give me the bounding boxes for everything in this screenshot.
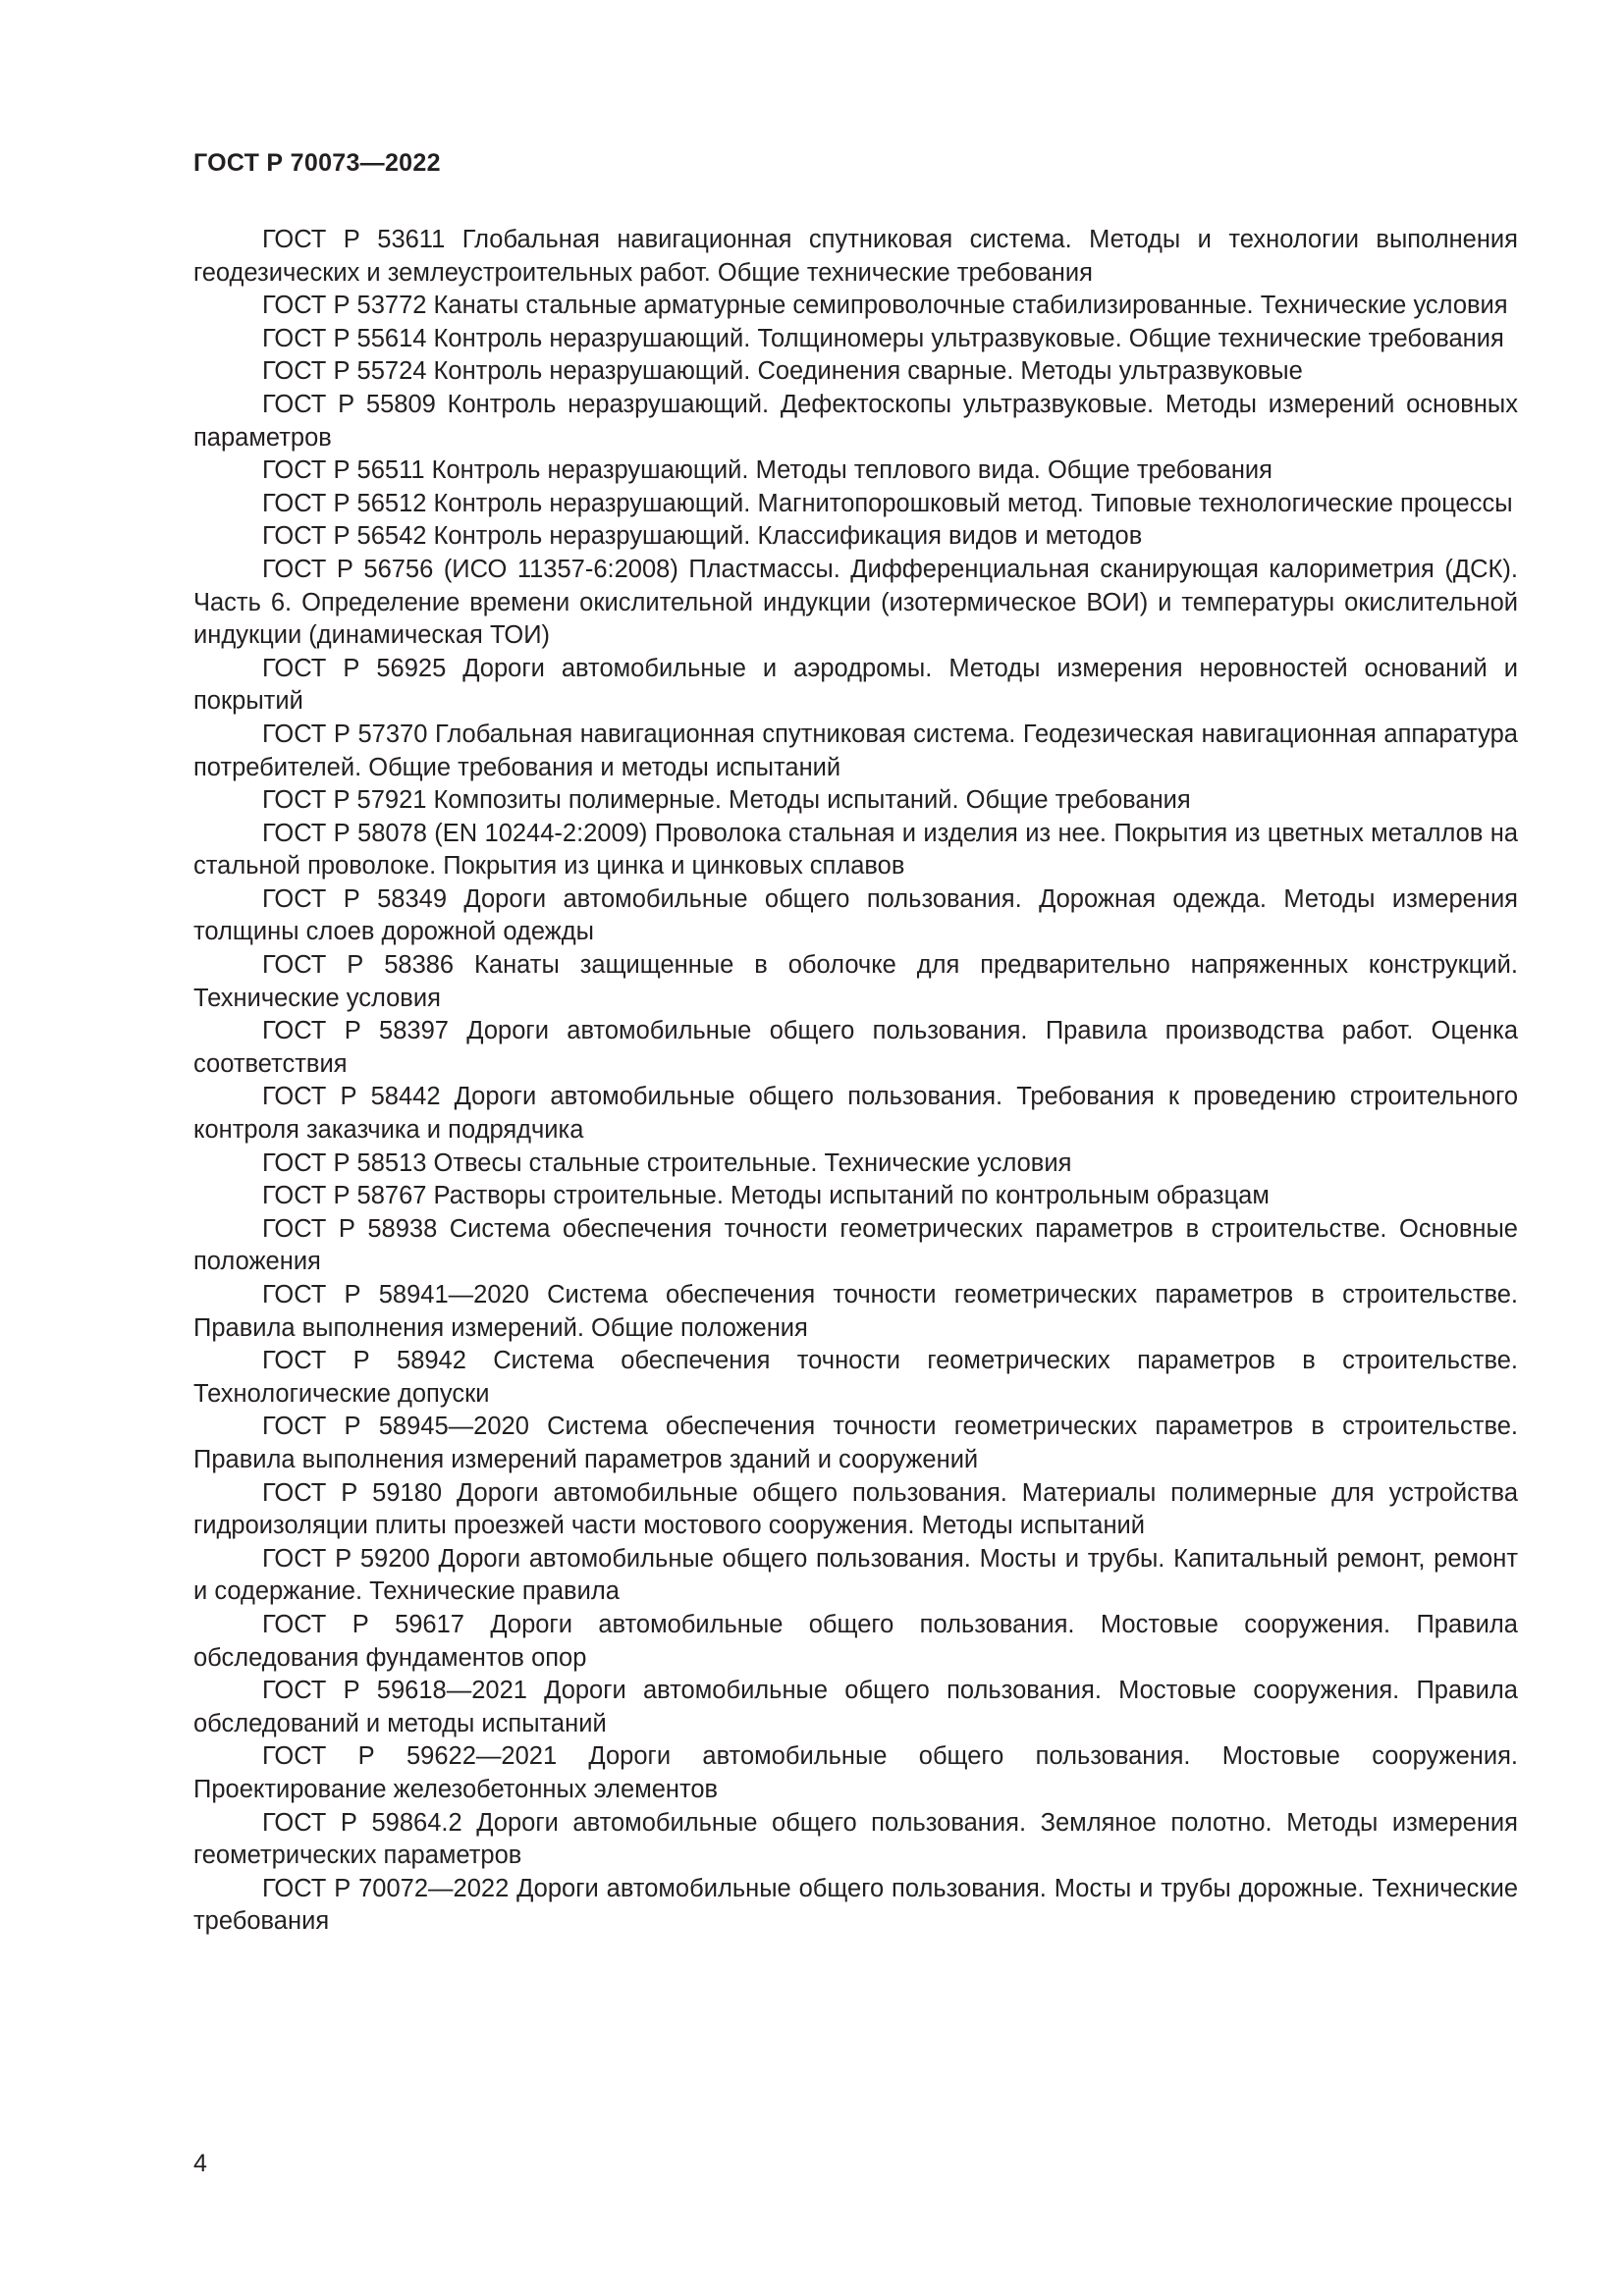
reference-entry: ГОСТ Р 56512 Контроль неразрушающий. Магнитопорошковый метод. Типовые технологические процессы <box>262 489 1513 517</box>
reference-entry: ГОСТ Р 59200 Дороги автомобильные общего пользования. Мосты и трубы. Капитальный ремонт, ремонт и содержание. Технические правила <box>193 1544 1518 1606</box>
reference-entry: ГОСТ Р 58386 Канаты защищенные в оболочке для предварительно напряженных конструкций. Технические условия <box>193 951 1518 1012</box>
reference-entry: ГОСТ Р 58767 Растворы строительные. Методы испытаний по контрольным образцам <box>262 1182 1270 1210</box>
reference-entry: ГОСТ Р 58349 Дороги автомобильные общего пользования. Дорожная одежда. Методы измерения толщины слоев дорожной одежды <box>193 884 1518 946</box>
reference-entry: ГОСТ Р 58942 Система обеспечения точности геометрических параметров в строительстве. Технологические допуски <box>193 1347 1518 1408</box>
reference-entry: ГОСТ Р 53611 Глобальная навигационная спутниковая система. Методы и технологии выполнения геодезических и землеустроительных работ. Общие технические требования <box>193 226 1518 287</box>
reference-entry: ГОСТ Р 56542 Контроль неразрушающий. Классификация видов и методов <box>262 522 1143 551</box>
reference-entry: ГОСТ Р 58397 Дороги автомобильные общего пользования. Правила производства работ. Оценка соответствия <box>193 1017 1518 1078</box>
reference-entry: ГОСТ Р 57370 Глобальная навигационная спутниковая система. Геодезическая навигационная аппаратура потребителей. Общие требования и методы испытаний <box>193 720 1518 781</box>
reference-entry: ГОСТ Р 58513 Отвесы стальные строительные. Технические условия <box>262 1148 1072 1177</box>
reference-entry: ГОСТ Р 53772 Канаты стальные арматурные семипроволочные стабилизированные. Технические условия <box>262 292 1508 320</box>
reference-entry: ГОСТ Р 55809 Контроль неразрушающий. Дефектоскопы ультразвуковые. Методы измерений основных параметров <box>193 390 1518 452</box>
reference-entry: ГОСТ Р 57921 Композиты полимерные. Методы испытаний. Общие требования <box>262 786 1191 815</box>
document-code-header: ГОСТ Р 70073—2022 <box>193 149 441 177</box>
reference-entry: ГОСТ Р 70072—2022 Дороги автомобильные общего пользования. Мосты и трубы дорожные. Технические требования <box>193 1874 1518 1936</box>
reference-entry: ГОСТ Р 59180 Дороги автомобильные общего пользования. Материалы полимерные для устройства гидроизоляции плиты проезжей части мостового сооружения. Методы испытаний <box>193 1478 1518 1540</box>
reference-entry: ГОСТ Р 58941—2020 Система обеспечения точности геометрических параметров в строительстве. Правила выполнения измерений. Общие положения <box>193 1281 1518 1342</box>
reference-entry: ГОСТ Р 59617 Дороги автомобильные общего пользования. Мостовые сооружения. Правила обследования фундаментов опор <box>193 1610 1518 1672</box>
reference-entry: ГОСТ Р 59622—2021 Дороги автомобильные общего пользования. Мостовые сооружения. Проектирование железобетонных элементов <box>193 1742 1518 1803</box>
reference-entry: ГОСТ Р 55724 Контроль неразрушающий. Соединения сварные. Методы ультразвуковые <box>262 357 1303 386</box>
reference-entry: ГОСТ Р 58078 (EN 10244-2:2009) Проволока стальная и изделия из нее. Покрытия из цветных металлов на стальной проволоке. Покрытия из цинка и цинковых сплавов <box>193 819 1518 881</box>
reference-entry: ГОСТ Р 56511 Контроль неразрушающий. Методы теплового вида. Общие требования <box>262 456 1272 485</box>
reference-entry: ГОСТ Р 56756 (ИСО 11357-6:2008) Пластмассы. Дифференциальная сканирующая калориметрия (ДСК). Часть 6. Определение времени окислительной индукции (изотермическое ВОИ) и температуры окислительной индукции (динамическая ТОИ) <box>193 555 1518 650</box>
page-number: 4 <box>193 2150 207 2177</box>
reference-entry: ГОСТ Р 55614 Контроль неразрушающий. Толщиномеры ультразвуковые. Общие технические требования <box>262 324 1504 352</box>
normative-references-list <box>193 224 1518 1939</box>
reference-entry: ГОСТ Р 58442 Дороги автомобильные общего пользования. Требования к проведению строительного контроля заказчика и подрядчика <box>193 1083 1518 1145</box>
reference-entry: ГОСТ Р 56925 Дороги автомобильные и аэродромы. Методы измерения неровностей оснований и покрытий <box>193 654 1518 716</box>
reference-entry: ГОСТ Р 59618—2021 Дороги автомобильные общего пользования. Мостовые сооружения. Правила обследований и методы испытаний <box>193 1677 1518 1737</box>
reference-entry: ГОСТ Р 58938 Система обеспечения точности геометрических параметров в строительстве. Основные положения <box>193 1214 1518 1276</box>
reference-entry: ГОСТ Р 59864.2 Дороги автомобильные общего пользования. Земляное полотно. Методы измерения геометрических параметров <box>193 1808 1518 1870</box>
reference-entry: ГОСТ Р 58945—2020 Система обеспечения точности геометрических параметров в строительстве. Правила выполнения измерений параметров зданий и сооружений <box>193 1413 1518 1473</box>
